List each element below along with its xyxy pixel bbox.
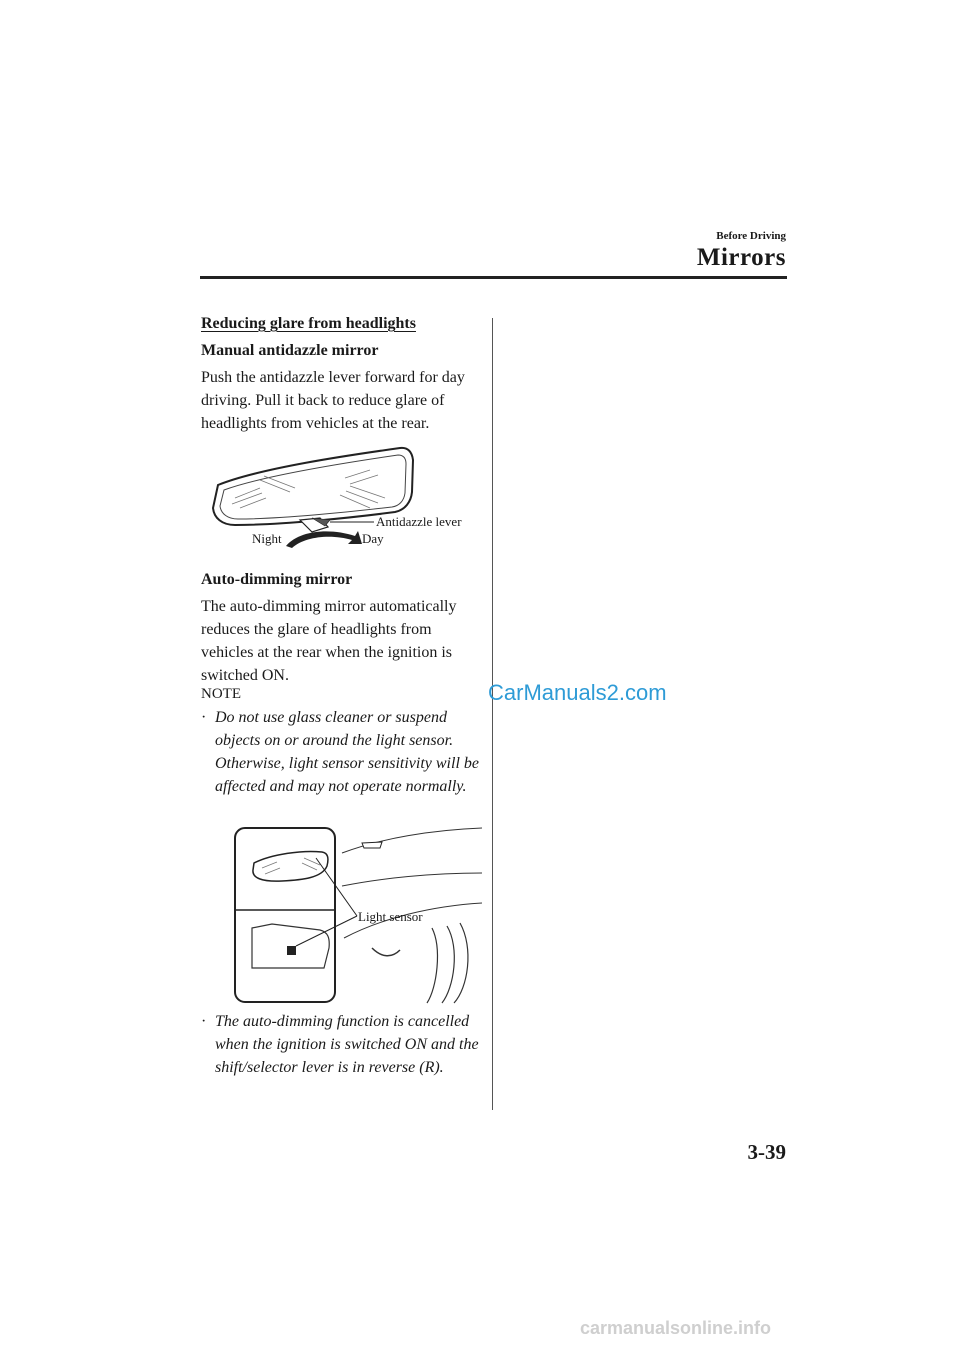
night-label: Night <box>252 531 282 546</box>
auto-dimming-title: Auto-dimming mirror <box>201 571 353 588</box>
light-sensor-label: Light sensor <box>358 909 423 924</box>
note-bullet-1 <box>201 706 486 798</box>
day-label: Day <box>362 531 384 546</box>
note-bullet-text: The auto-dimming function is cancelled when the ignition is switched ON and the shift/selector lever is in reverse (R). <box>215 1013 479 1076</box>
antidazzle-mirror-figure <box>200 440 490 555</box>
note-bullet-text: Do not use glass cleaner or suspend objects on or around the light sensor. Otherwise, light sensor sensitivity will be affected and may not operate normally. <box>215 709 479 795</box>
bullet-dot: · <box>201 1013 207 1030</box>
mirror-illustration <box>200 440 490 555</box>
manual-mirror-body: Push the antidazzle lever forward for day driving. Pull it back to reduce glare of headlights from vehicles at the rear. <box>201 369 465 432</box>
antidazzle-lever-label: Antidazzle lever <box>376 514 462 529</box>
page-number: 3-39 <box>747 1140 786 1164</box>
bullet-dot: · <box>201 709 207 726</box>
note-label: NOTE <box>201 686 241 702</box>
header-divider <box>200 276 787 279</box>
column-divider <box>492 318 493 1110</box>
page-title: Mirrors <box>696 244 786 271</box>
watermark-text: CarManuals2.com <box>488 680 667 705</box>
note-bullet-2 <box>201 1010 486 1079</box>
section-header: Before Driving <box>716 230 786 242</box>
auto-dimming-body: The auto-dimming mirror automatically reduces the glare of headlights from vehicles at the rear when the ignition is switched ON. <box>201 598 457 684</box>
footer-watermark: carmanualsonline.info <box>580 1318 772 1338</box>
section-heading: Reducing glare from headlights <box>201 315 416 332</box>
light-sensor-figure <box>232 818 488 1006</box>
manual-mirror-title: Manual antidazzle mirror <box>201 342 379 359</box>
